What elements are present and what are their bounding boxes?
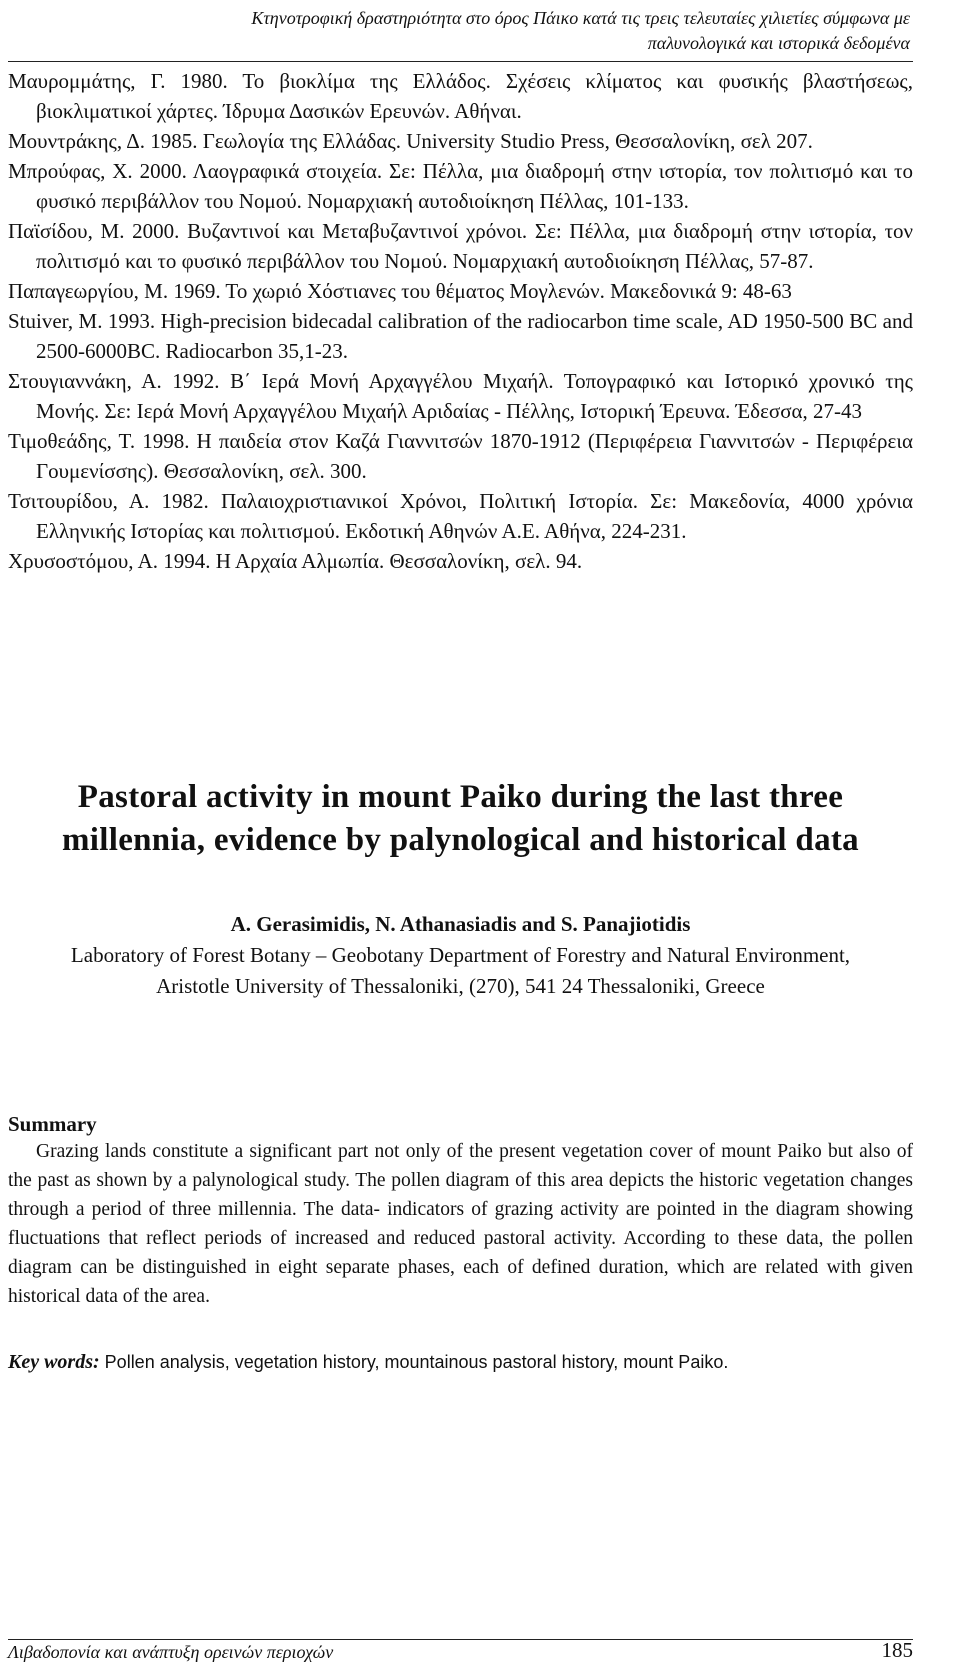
reference-item: Στουγιαννάκη, Α. 1992. Β΄ Ιερά Μονή Αρχαγγέλου Μιχαήλ. Τοπογραφικό και Ιστορικό χρονικό της Μονής. Σε: Ιερά Μονή Αρχαγγέλου Μιχαήλ Αριδαίας - Πέλλης, Ιστορική Έρευνα. Έδεσσα, 27-43 <box>8 369 913 423</box>
keywords <box>8 1348 913 1376</box>
reference-item: Τσιτουρίδου, Α. 1982. Παλαιοχριστιανικοί Χρόνοι, Πολιτική Ιστορία. Σε: Μακεδονία, 4000 χρόνια Ελληνικής Ιστορίας και πολιτισμού. Εκδοτική Αθηνών Α.Ε. Αθήνα, 224-231. <box>8 489 913 543</box>
reference-item: Χρυσοστόμου, Α. 1994. Η Αρχαία Αλμωπία. Θεσσαλονίκη, σελ. 94. <box>8 549 583 573</box>
summary-body: Grazing lands constitute a significant part not only of the present vegetation cover of mount Paiko but also of the past as shown by a palynological study. The pollen diagram of this area depicts the historic vegetation changes through a period of three millennia. The data- indicators of grazing activity are pointed in the diagram showing fluctuations that reflect periods of increased and reduced pastoral activity. According to these data, the pollen diagram can be distinguished in eight separate phases, each of defined duration, which are related with given historical data of the area. <box>8 1141 913 1307</box>
affiliation-line-2: Aristotle University of Thessaloniki, (270), 541 24 Thessaloniki, Greece <box>156 974 765 998</box>
author-list: A. Gerasimidis, N. Athanasiadis and S. Panajiotidis <box>230 912 691 936</box>
running-header-line-1: Κτηνοτροφική δραστηριότητα στο όρος Πάικο κατά τις τρεις τελευταίες χιλιετίες σύμφωνα με <box>251 8 910 28</box>
page-number: 185 <box>881 1638 913 1662</box>
reference-item: Παπαγεωργίου, Μ. 1969. Το χωριό Χόστιανες του θέματος Μογλενών. Μακεδονικά 9: 48-63 <box>8 279 792 303</box>
reference-list <box>8 66 913 576</box>
reference-item: Τιμοθεάδης, Τ. 1998. Η παιδεία στον Καζά Γιαννιτσών 1870-1912 (Περιφέρεια Γιαννιτσών - Περιφέρεια Γουμενίσσης). Θεσσαλονίκη, σελ. 300. <box>8 429 913 483</box>
reference-item: Stuiver, M. 1993. High-precision bidecadal calibration of the radiocarbon time scale, AD 1950-500 BC and 2500-6000BC. Radiocarbon 35,1-23. <box>8 309 913 363</box>
summary-heading: Summary <box>8 1112 97 1136</box>
reference-item: Παϊσίδου, Μ. 2000. Βυζαντινοί και Μεταβυζαντινοί χρόνοι. Σε: Πέλλα, μια διαδρομή στην ιστορία, τον πολιτισμό και το φυσικό περιβάλλον του Νομού. Νομαρχιακή αυτοδιοίκηση Πέλλας, 57-87. <box>8 219 913 273</box>
reference-item: Μουντράκης, Δ. 1985. Γεωλογία της Ελλάδας. University Studio Press, Θεσσαλονίκη, σελ 207. <box>8 129 813 153</box>
affiliation-line-1: Laboratory of Forest Botany – Geobotany Department of Forestry and Natural Environment, <box>70 943 851 967</box>
keywords-label: Key words: <box>8 1351 100 1373</box>
paper-title-line-2: millennia, evidence by palynological and historical data <box>62 822 859 858</box>
header-divider <box>8 61 913 62</box>
reference-item: Μαυρομμάτης, Γ. 1980. Το βιοκλίμα της Ελλάδος. Σχέσεις κλίματος και φυσικής βλαστήσεως, βιοκλιματικοί χάρτες. Ίδρυμα Δασικών Ερευνών. Αθήναι. <box>8 69 913 123</box>
running-header <box>120 6 910 56</box>
reference-item: Μπρούφας, Χ. 2000. Λαογραφικά στοιχεία. Σε: Πέλλα, μια διαδρομή στην ιστορία, τον πολιτισμό και το φυσικό περιβάλλον του Νομού. Νομαρχιακή αυτοδιοίκηση Πέλλας, 101-133. <box>8 159 913 213</box>
running-header-line-2: παλυνολογικά και ιστορικά δεδομένα <box>647 33 910 53</box>
keywords-text: Pollen analysis, vegetation history, mountainous pastoral history, mount Paiko. <box>104 1352 729 1372</box>
paper-title <box>8 776 913 862</box>
journal-title: Λιβαδοπονία και ανάπτυξη ορεινών περιοχών <box>8 1642 334 1662</box>
paper-title-line-1: Pastoral activity in mount Paiko during the last three <box>77 779 844 815</box>
affiliation <box>8 940 913 1002</box>
